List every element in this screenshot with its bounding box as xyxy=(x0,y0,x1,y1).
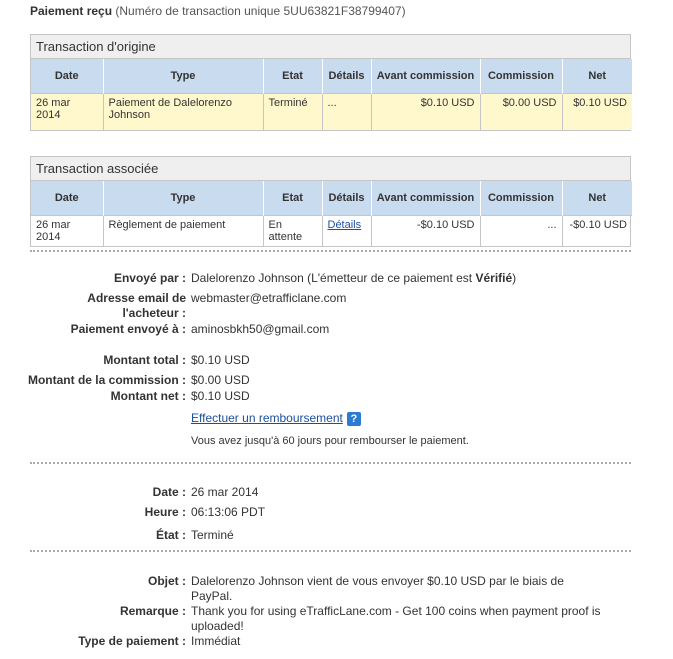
col-commission: Commission xyxy=(480,59,562,93)
total-value: $0.10 USD xyxy=(191,353,250,367)
refund-link[interactable]: Effectuer un remboursement xyxy=(191,411,343,425)
page-title: Paiement reçu xyxy=(30,4,113,18)
sent-by-value xyxy=(191,271,611,286)
col-date: Date xyxy=(31,59,103,93)
divider xyxy=(30,550,631,552)
associated-transaction-box xyxy=(30,156,631,247)
col-net: Net xyxy=(562,181,632,215)
cell-etat: En attente xyxy=(263,215,322,246)
remark-label: Remarque : xyxy=(119,604,186,618)
net-label: Montant net : xyxy=(110,389,186,403)
refund-note: Vous avez jusqu'à 60 jours pour rembourser le paiement. xyxy=(191,435,469,447)
associated-transaction-table xyxy=(31,181,632,246)
divider xyxy=(30,250,631,252)
cell-net: $0.10 USD xyxy=(562,93,632,130)
associated-transaction-title: Transaction associée xyxy=(31,157,630,181)
sent-to-label: Paiement envoyé à : xyxy=(70,322,186,336)
buyer-email-label xyxy=(87,291,186,321)
col-details: Détails xyxy=(322,181,371,215)
col-etat: Etat xyxy=(263,181,322,215)
col-commission: Commission xyxy=(480,181,562,215)
col-type: Type xyxy=(103,181,263,215)
sender-name: Dalelorenzo Johnson xyxy=(191,271,304,285)
col-net: Net xyxy=(562,59,632,93)
cell-date: 26 mar 2014 xyxy=(31,215,103,246)
date-value: 26 mar 2014 xyxy=(191,485,259,499)
table-row xyxy=(31,215,632,246)
cell-net: -$0.10 USD xyxy=(562,215,632,246)
sent-to-email: aminosbkh50@gmail.com xyxy=(191,322,330,336)
refund-wrap xyxy=(191,411,611,426)
col-details: Détails xyxy=(322,59,371,93)
remark-value: Thank you for using eTrafficLane.com - Get 100 coins when payment proof is uploaded! xyxy=(191,604,601,633)
table-row xyxy=(31,93,632,130)
payment-type-label: Type de paiement : xyxy=(78,634,186,648)
buyer-email-label-line1: Adresse email de xyxy=(87,291,186,305)
payment-type-value: Immédiat xyxy=(191,634,241,648)
col-type: Type xyxy=(103,59,263,93)
col-avant-commission: Avant commission xyxy=(371,59,480,93)
cell-commission: $0.00 USD xyxy=(480,93,562,130)
cell-details xyxy=(322,215,371,246)
buyer-email-label-line2: l'acheteur : xyxy=(122,306,186,320)
origin-transaction-title: Transaction d'origine xyxy=(31,35,630,59)
origin-transaction-table xyxy=(31,59,632,130)
time-label: Heure : xyxy=(144,505,186,519)
time-value: 06:13:06 PDT xyxy=(191,505,266,519)
col-avant-commission: Avant commission xyxy=(371,181,480,215)
cell-commission: ... xyxy=(480,215,562,246)
details-link[interactable]: Détails xyxy=(327,218,362,231)
net-value: $0.10 USD xyxy=(191,389,250,403)
object-value: Dalelorenzo Johnson vient de vous envoyer $0.10 USD par le biais de PayPal. xyxy=(191,574,564,603)
sender-status-pre: (L'émetteur de ce paiement est xyxy=(307,271,473,285)
commission-label: Montant de la commission : xyxy=(27,373,186,387)
col-date: Date xyxy=(31,181,103,215)
state-label: État : xyxy=(156,528,186,542)
cell-date: 26 mar 2014 xyxy=(31,93,103,130)
cell-details: ... xyxy=(322,93,371,130)
page-header xyxy=(30,4,406,18)
sent-by-label: Envoyé par : xyxy=(113,271,186,285)
divider xyxy=(30,462,631,464)
object-label: Objet : xyxy=(148,574,186,588)
cell-avant: $0.10 USD xyxy=(371,93,480,130)
transaction-id: (Numéro de transaction unique 5UU63821F38799407) xyxy=(115,4,406,18)
buyer-email: webmaster@etrafficlane.com xyxy=(191,291,347,305)
state-value: Terminé xyxy=(191,528,234,542)
sender-verified: Vérifié xyxy=(475,271,513,285)
cell-etat: Terminé xyxy=(263,93,322,130)
origin-transaction-box xyxy=(30,34,631,131)
total-label: Montant total : xyxy=(103,353,186,367)
help-icon[interactable]: ? xyxy=(347,412,361,426)
date-label: Date : xyxy=(152,485,186,499)
col-etat: Etat xyxy=(263,59,322,93)
sender-status-post: ) xyxy=(512,271,517,285)
cell-type: Règlement de paiement xyxy=(103,215,263,246)
cell-avant: -$0.10 USD xyxy=(371,215,480,246)
commission-value: $0.00 USD xyxy=(191,373,250,387)
cell-type: Paiement de Dalelorenzo Johnson xyxy=(103,93,263,130)
